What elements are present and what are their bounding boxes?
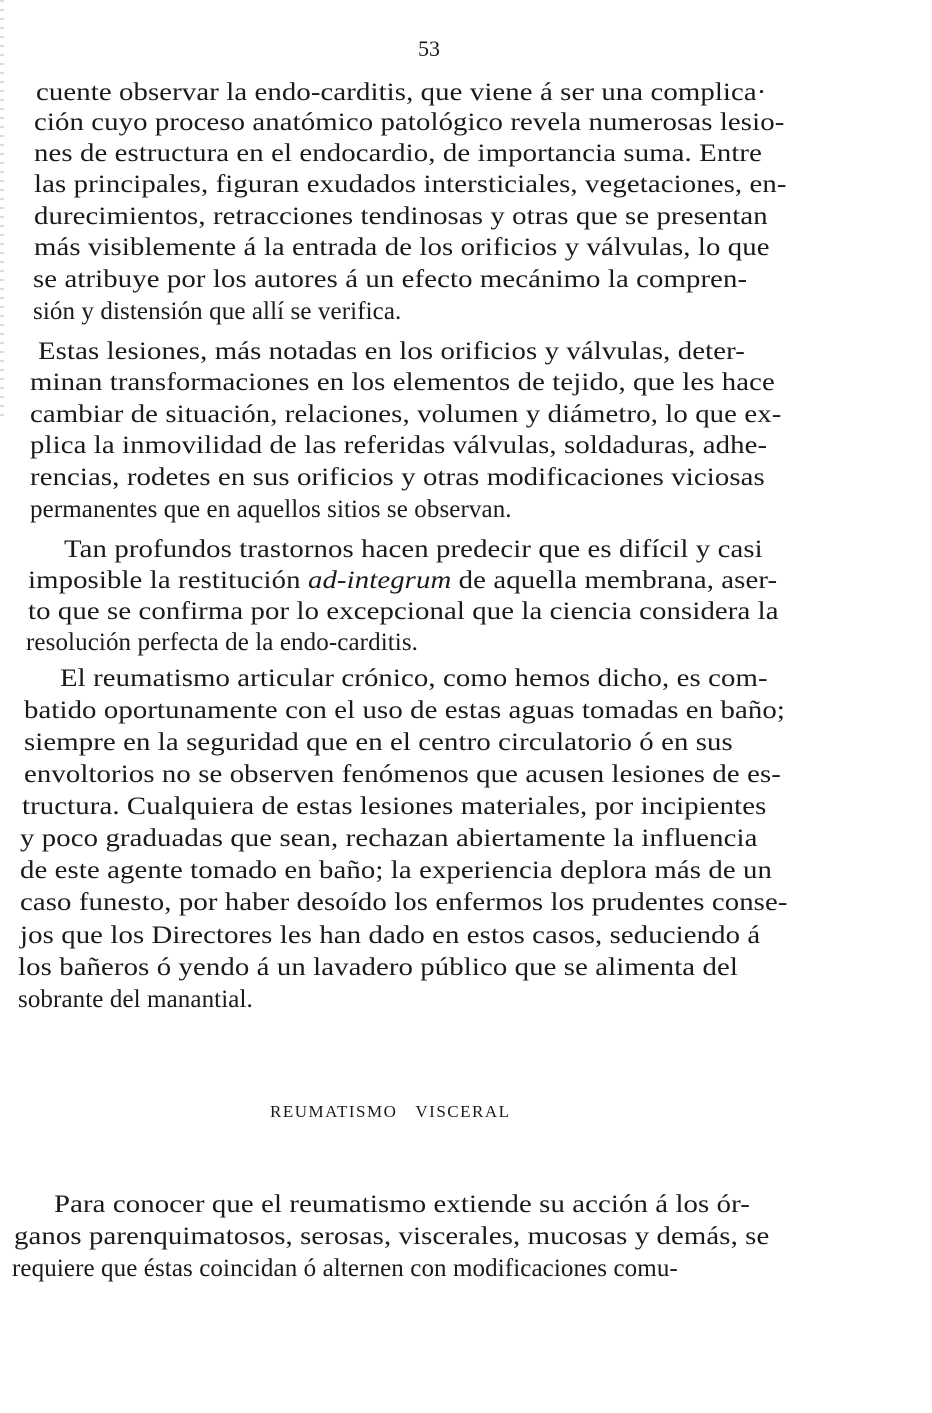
text-line: las principales, figuran exudados intersticiales, vegetaciones, en-: [34, 171, 787, 198]
text-line: cuente observar la endo-carditis, que viene á ser una complica·: [36, 79, 767, 106]
text-line: caso funesto, por haber desoído los enfermos los prudentes conse-: [20, 889, 788, 916]
text-line: to que se confirma por lo excepcional que la ciencia considera la: [28, 598, 779, 625]
text-span: imposible la restitución: [28, 567, 308, 594]
text-line: sión y distensión que allí se verifica.: [33, 298, 402, 325]
text-line: ganos parenquimatosos, serosas, viscerales, mucosas y demás, se: [14, 1223, 770, 1250]
text-line: siempre en la seguridad que en el centro circulatorio ó en sus: [24, 729, 733, 756]
text-line: más visiblemente á la entrada de los orificios y válvulas, lo que: [34, 234, 770, 261]
italic-latin-phrase: ad-integrum: [307, 567, 452, 594]
text-line: ción cuyo proceso anatómico patológico revela numerosas lesio-: [34, 109, 785, 136]
text-line: batido oportunamente con el uso de estas aguas tomadas en baño;: [24, 697, 785, 724]
text-line: de este agente tomado en baño; la experiencia deplora más de un: [20, 857, 773, 884]
text-line: permanentes que en aquellos sitios se observan.: [30, 496, 512, 523]
text-line: jos que los Directores les han dado en estos casos, seduciendo á: [20, 922, 761, 949]
text-line: Para conocer que el reumatismo extiende su acción á los ór-: [54, 1191, 750, 1218]
text-line: tructura. Cualquiera de estas lesiones materiales, por incipientes: [22, 793, 767, 820]
text-line: El reumatismo articular crónico, como hemos dicho, es com-: [60, 665, 768, 692]
page-number: 53: [418, 36, 440, 61]
text-line: resolución perfecta de la endo-carditis.: [26, 629, 419, 656]
text-line: Estas lesiones, más notadas en los orificios y válvulas, deter-: [38, 338, 745, 365]
text-line: y poco graduadas que sean, rechazan abiertamente la influencia: [20, 825, 758, 852]
text-line-with-italic: [28, 566, 777, 596]
text-line: sobrante del manantial.: [18, 986, 253, 1013]
section-heading: [270, 1102, 511, 1122]
text-line: plica la inmovilidad de las referidas válvulas, soldaduras, adhe-: [30, 432, 768, 459]
text-line: cambiar de situación, relaciones, volumen y diámetro, lo que ex-: [30, 401, 782, 428]
scan-edge-marks: [0, 0, 4, 420]
text-line: minan transformaciones en los elementos de tejido, que les hace: [30, 369, 775, 396]
text-line: los bañeros ó yendo á un lavadero público que se alimenta del: [18, 954, 738, 981]
section-heading-word: REUMATISMO: [270, 1102, 398, 1121]
text-span: de aquella membrana, aser-: [451, 567, 778, 594]
text-line: nes de estructura en el endocardio, de importancia suma. Entre: [34, 140, 762, 167]
text-line: rencias, rodetes en sus orificios y otras modificaciones viciosas: [30, 464, 765, 491]
text-line: durecimientos, retracciones tendinosas y otras que se presentan: [34, 203, 768, 230]
text-line: requiere que éstas coincidan ó alternen con modificaciones comu-: [12, 1255, 678, 1282]
text-line: se atribuye por los autores á un efecto mecánimo la compren-: [33, 266, 748, 293]
section-heading-word: VISCERAL: [415, 1102, 511, 1121]
text-line: Tan profundos trastornos hacen predecir que es difícil y casi: [64, 536, 763, 563]
text-line: envoltorios no se observen fenómenos que acusen lesiones de es-: [24, 761, 781, 788]
